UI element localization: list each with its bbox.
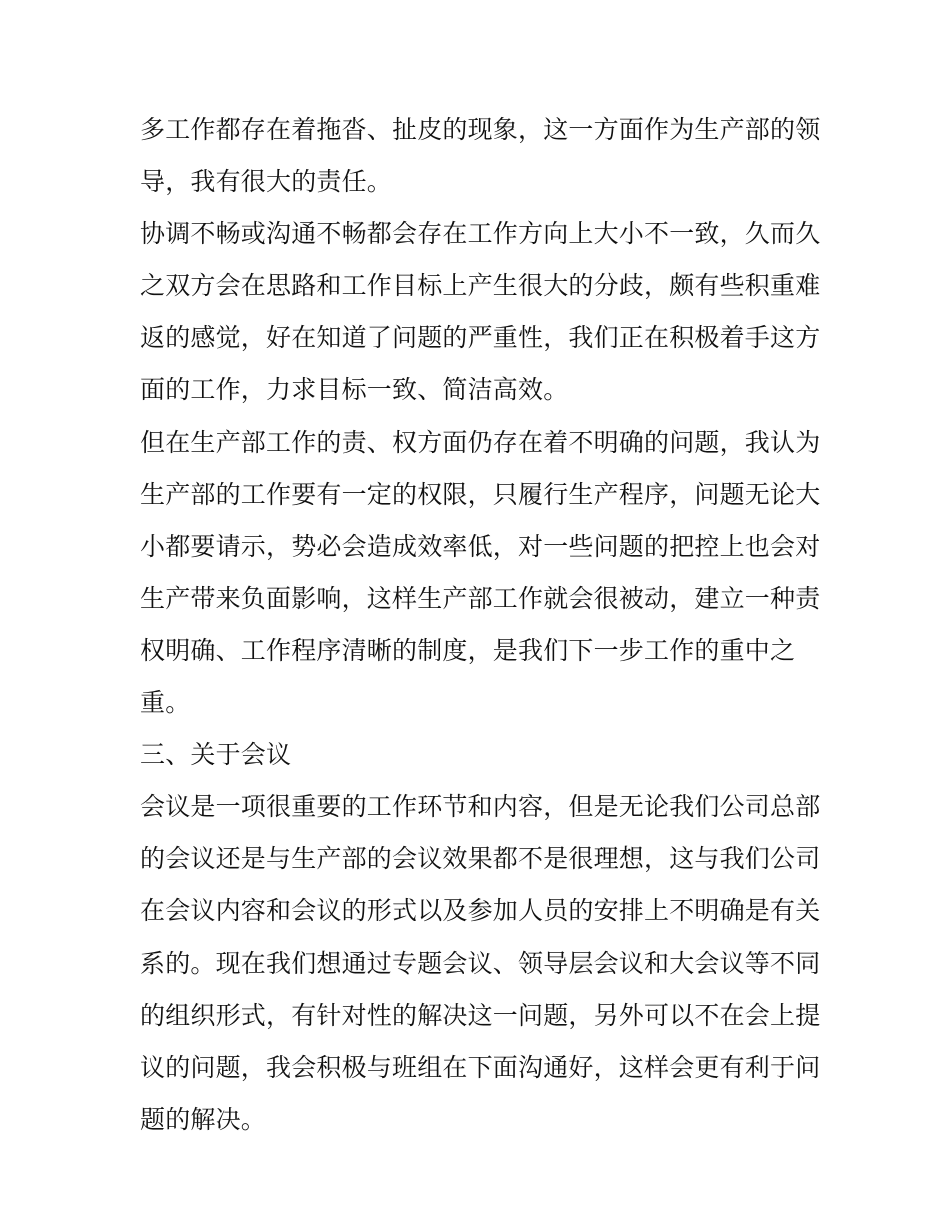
- text-line: 权明确、工作程序清晰的制度，是我们下一步工作的重中之: [140, 635, 796, 665]
- text-line: 的组织形式，有针对性的解决这一问题，另外可以不在会上提: [140, 1000, 821, 1030]
- text-line: 导，我有很大的责任。: [140, 167, 393, 197]
- text-line: 多工作都存在着拖沓、扯皮的现象，这一方面作为生产部的领: [140, 115, 821, 144]
- text-line: 之双方会在思路和工作目标上产生很大的分歧，颇有些积重难: [140, 271, 821, 301]
- text-line: 重。: [140, 688, 191, 718]
- text-line: 返的感觉，好在知道了问题的严重性，我们正在积极着手这方: [140, 323, 821, 353]
- text-line: 协调不畅或沟通不畅都会存在工作方向上大小不一致，久而久: [140, 219, 821, 249]
- text-line: 系的。现在我们想通过专题会议、领导层会议和大会议等不同: [140, 948, 821, 978]
- text-line: 生产带来负面影响，这样生产部工作就会很被动，建立一种责: [140, 583, 821, 613]
- text-line: 会议是一项很重要的工作环节和内容，但是无论我们公司总部: [140, 792, 821, 822]
- document-body: [140, 104, 821, 1146]
- text-line: 面的工作，力求目标一致、简洁高效。: [140, 375, 569, 405]
- text-line: 的会议还是与生产部的会议效果都不是很理想，这与我们公司: [140, 844, 821, 874]
- section-heading: 三、关于会议: [140, 740, 292, 770]
- text-line: 但在生产部工作的责、权方面仍存在着不明确的问题，我认为: [140, 427, 821, 457]
- text-line: 题的解决。: [140, 1104, 267, 1134]
- text-line: 生产部的工作要有一定的权限，只履行生产程序，问题无论大: [140, 479, 821, 509]
- text-line: 小都要请示，势必会造成效率低，对一些问题的把控上也会对: [140, 531, 821, 561]
- text-line: 议的问题，我会积极与班组在下面沟通好，这样会更有利于问: [140, 1052, 821, 1082]
- text-line: 在会议内容和会议的形式以及参加人员的安排上不明确是有关: [140, 896, 821, 926]
